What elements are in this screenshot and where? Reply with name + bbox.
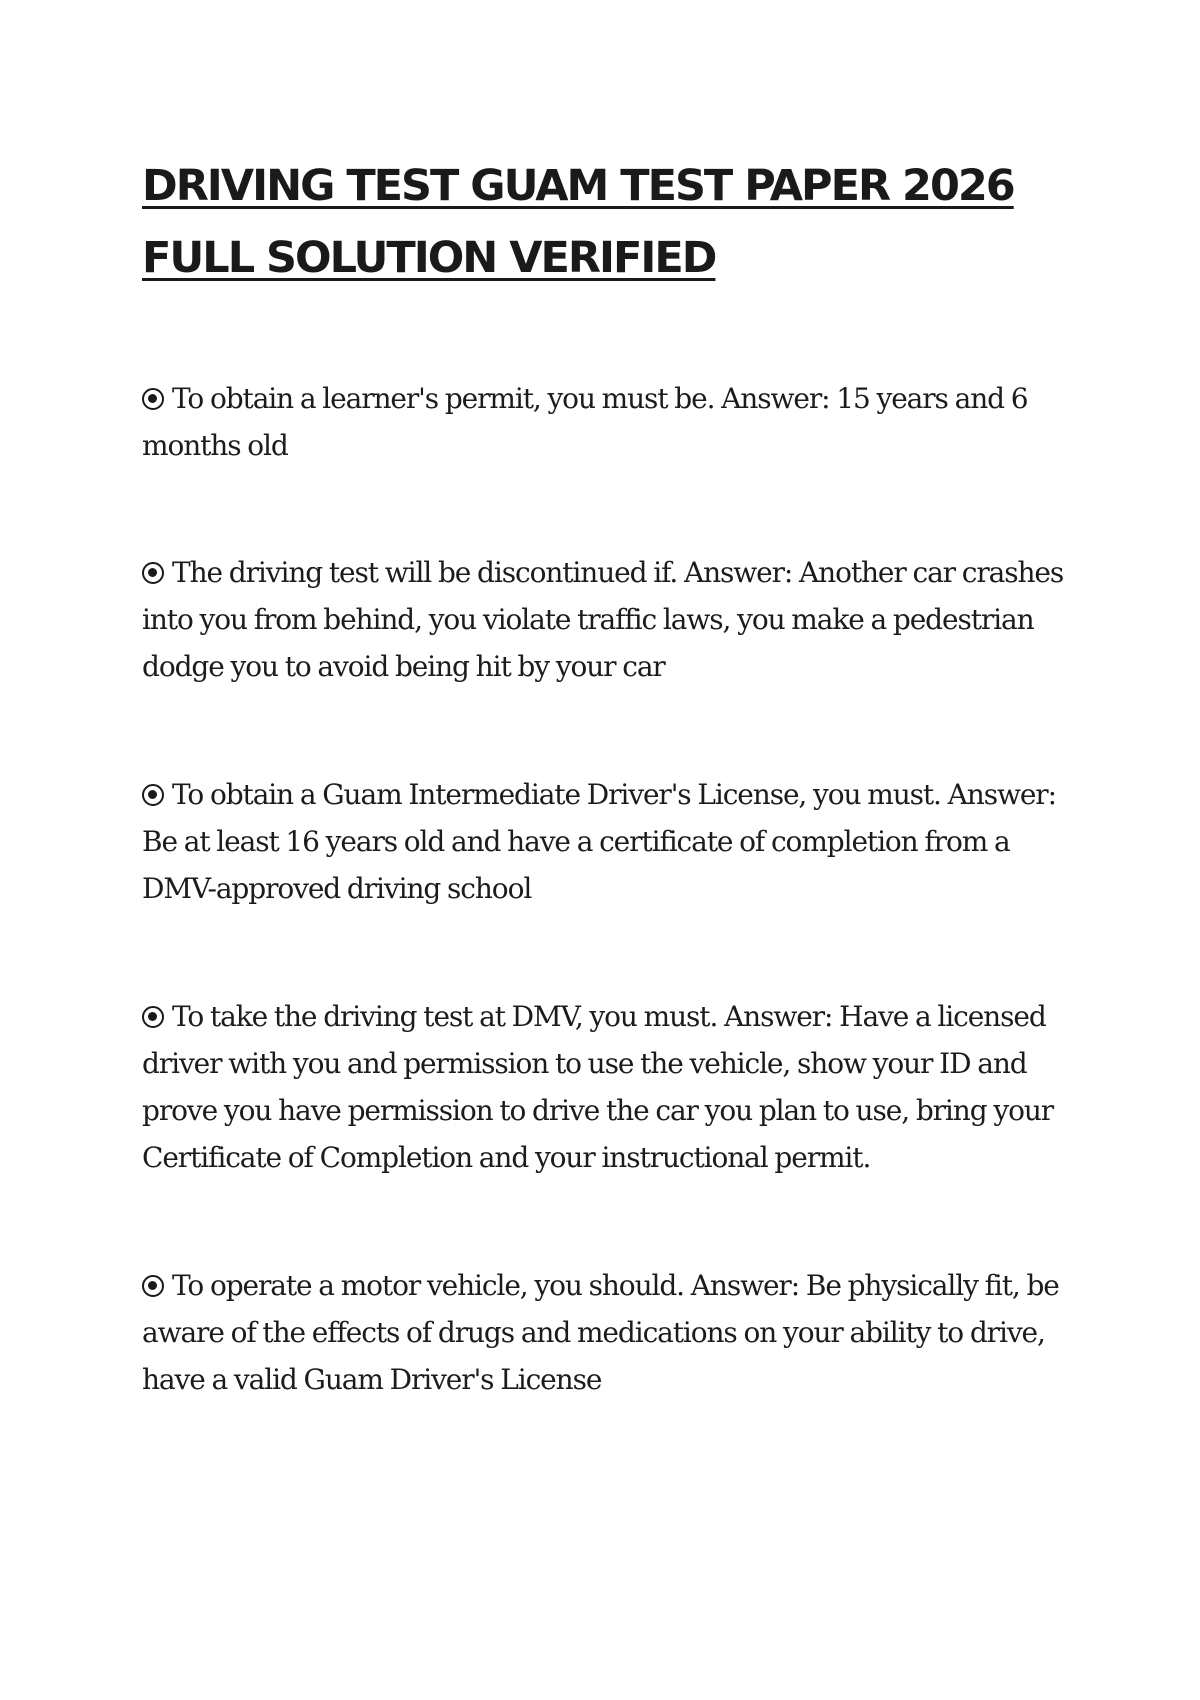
radio-bullet-icon [142, 1006, 164, 1028]
qa-item [142, 1262, 1082, 1403]
qa-item [142, 993, 1082, 1181]
qa-text: To obtain a Guam Intermediate Driver's License, you must. Answer: Be at least 16 years old and have a certificate of completion from a DMV-approved driving school [142, 778, 1056, 905]
document-title: DRIVING TEST GUAM TEST PAPER 2026 FULL SOLUTION VERIFIED [142, 161, 1014, 283]
qa-text: To take the driving test at DMV, you must. Answer: Have a licensed driver with you and permission to use the vehicle, show your ID and prove you have permission to drive the car you plan to use, bring your Certificate of Completion and your instructional permit. [142, 1000, 1054, 1174]
qa-item [142, 771, 1082, 912]
radio-bullet-icon [142, 784, 164, 806]
qa-text: To obtain a learner's permit, you must be. Answer: 15 years and 6 months old [142, 382, 1028, 462]
qa-text: The driving test will be discontinued if. Answer: Another car crashes into you from behind, you violate traffic laws, you make a pedestrian dodge you to avoid being hit by your car [142, 556, 1064, 683]
qa-item [142, 549, 1082, 690]
qa-item [142, 375, 1082, 469]
radio-bullet-icon [142, 1275, 164, 1297]
radio-bullet-icon [142, 388, 164, 410]
qa-text: To operate a motor vehicle, you should. Answer: Be physically fit, be aware of the effects of drugs and medications on your ability to drive, have a valid Guam Driver's License [142, 1269, 1059, 1396]
radio-bullet-icon [142, 562, 164, 584]
